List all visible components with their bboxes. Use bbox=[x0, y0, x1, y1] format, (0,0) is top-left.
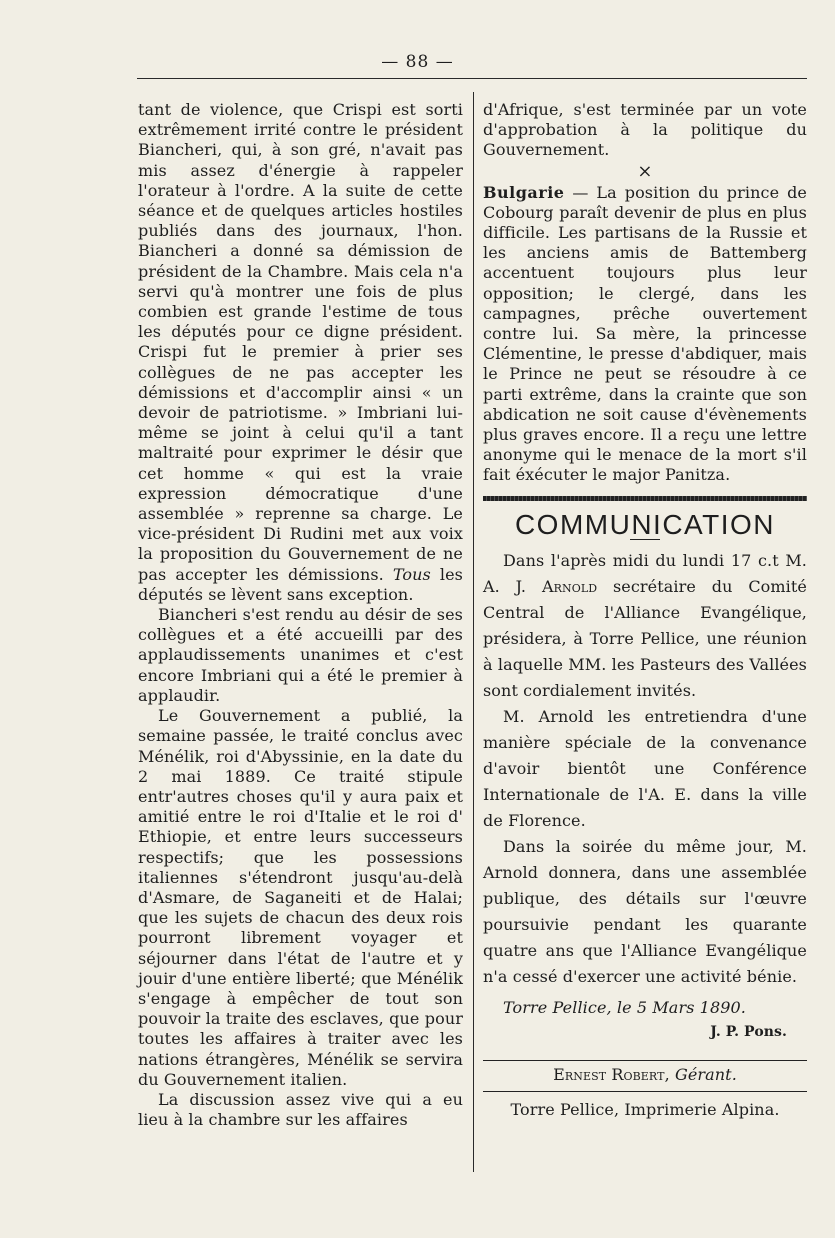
communication-body bbox=[483, 548, 807, 990]
left-column bbox=[138, 100, 463, 1130]
paragraph-text: Dans l'après midi du lundi 17 c.t M. A. J. bbox=[483, 550, 807, 596]
article-paragraph: d'Afrique, s'est terminée par un vote d'approbation à la politique du Gouvernement. bbox=[483, 100, 807, 160]
footer-rule bbox=[483, 1091, 807, 1092]
gerant-line: Ernest Robert, Gérant. bbox=[553, 1064, 737, 1084]
right-column bbox=[483, 100, 807, 1124]
gerant-name: Ernest Robert bbox=[553, 1064, 665, 1084]
article-paragraph: Biancheri s'est rendu au désir de ses collègues et a été accueilli par des applaudissements unanimes et c'est encore Imbriani qui a été le premier à applaudir. bbox=[138, 605, 463, 705]
signature: J. P. Pons. bbox=[710, 1023, 787, 1040]
article-paragraph bbox=[138, 100, 463, 605]
communication-title: COMMUNICATION bbox=[514, 508, 776, 540]
footer-rule bbox=[483, 1060, 807, 1061]
article-paragraph bbox=[483, 548, 807, 704]
header-rule bbox=[137, 78, 807, 79]
paragraph-text: — La position du prince de Cobourg paraît devenir de plus en plus difficile. Les partisans de la Russie et les anciens amis de Battemberg accentuent toujours plus leur opposition; le clergé, dans les campagnes, prêche ouvertement contre lui. Sa mère, la princesse Clémentine, le presse d'abdiquer, mais le Prince ne peut se résoudre à ce parti extrême, dans la crainte que son abdication ne soit cause d'évènements plus graves encore. Il a reçu une lettre anonyme qui le menace de la mort s'il fait éxécuter le major Panitza. bbox=[483, 182, 807, 485]
article-paragraph: Dans la soirée du même jour, M. Arnold donnera, dans une assemblée publique, des détails sur l'œuvre poursuivie pendant les quarante quatre ans que l'Alliance Evangélique n'a cessé d'exercer une activité bénie. bbox=[483, 836, 807, 986]
paragraph-text-tail: secrétaire du Comité Central de l'Alliance Evangélique, présidera, à Torre Pellice, une réunion à laquelle MM. les Pasteurs des Vallées sont cordialement invités. bbox=[483, 576, 808, 700]
paragraph-text-tail: les députés se lèvent sans exception. bbox=[138, 564, 463, 604]
dateline: Torre Pellice, le 5 Mars 1890. bbox=[503, 997, 746, 1017]
section-heading: Bulgarie bbox=[483, 182, 565, 202]
paragraph-text: tant de violence, que Crispi est sorti extrêmement irrité contre le président Biancheri, qui, à son gré, n'avait pas mis assez d'énergie à rappeler l'orateur à l'ordre. A la suite de cette séance et de quelques articles hostiles publiés dans des journaux, l'hon. Biancheri a donné sa démission de président de la Chambre. Mais cela n'a servi qu'à montrer une fois de plus combien est grande l'estime de tous les députés pour ce digne président. Crispi fut le premier à prier ses collègues de ne pas accepter les démissions et d'accomplir ainsi « un devoir de patriotisme. » Imbriani lui-même se joint à celui qu'il a tant maltraité pour exprimer le désir que cet homme « qui est la vraie expression démocratique d'une assemblée » reprenne sa charge. Le vice-président Di Rudini met aux voix la proposition du Gouvernement de ne pas accepter les démissions. bbox=[138, 100, 463, 584]
printer-line: Torre Pellice, Imprimerie Alpina. bbox=[510, 1099, 780, 1119]
article-paragraph: La discussion assez vive qui a eu lieu à la chambre sur les affaires bbox=[138, 1089, 463, 1130]
emphasis-text: Tous bbox=[392, 564, 431, 584]
section-rule bbox=[483, 496, 807, 501]
section-separator: × bbox=[637, 160, 653, 182]
gerant-role: Gérant. bbox=[674, 1064, 737, 1084]
article-paragraph: M. Arnold les entretiendra d'une manière spéciale de la convenance d'avoir bientôt une Conférence Internationale de l'A. E. dans la ville de Florence. bbox=[483, 706, 807, 830]
page-number: — 88 — bbox=[381, 52, 454, 72]
person-name: Arnold bbox=[541, 576, 598, 596]
article-paragraph: Le Gouvernement a publié, la semaine passée, le traité conclus avec Ménélik, roi d'Abyssinie, en la date du 2 mai 1889. Ce traité stipule entr'autres choses qu'il y aura paix et amitié entre le roi d'Italie et le roi d' Ethiopie, et entre leurs successeurs respectifs; que les possessions italiennes s'étendront jusqu'au-delà d'Asmare, de Saganeiti et de Halai; que les sujets de chacun des deux rois pourront librement voyager et séjourner dans l'état de l'autre et y jouir d'une entière liberté; que Ménélik s'engage à empêcher de tout son pouvoir la traite des esclaves, que pour toutes les affaires à traiter avec les nations étrangères, Ménélik se servira du Gouvernement italien. bbox=[138, 706, 463, 1089]
column-divider bbox=[473, 92, 474, 1172]
bulgarie-paragraph bbox=[483, 183, 807, 486]
